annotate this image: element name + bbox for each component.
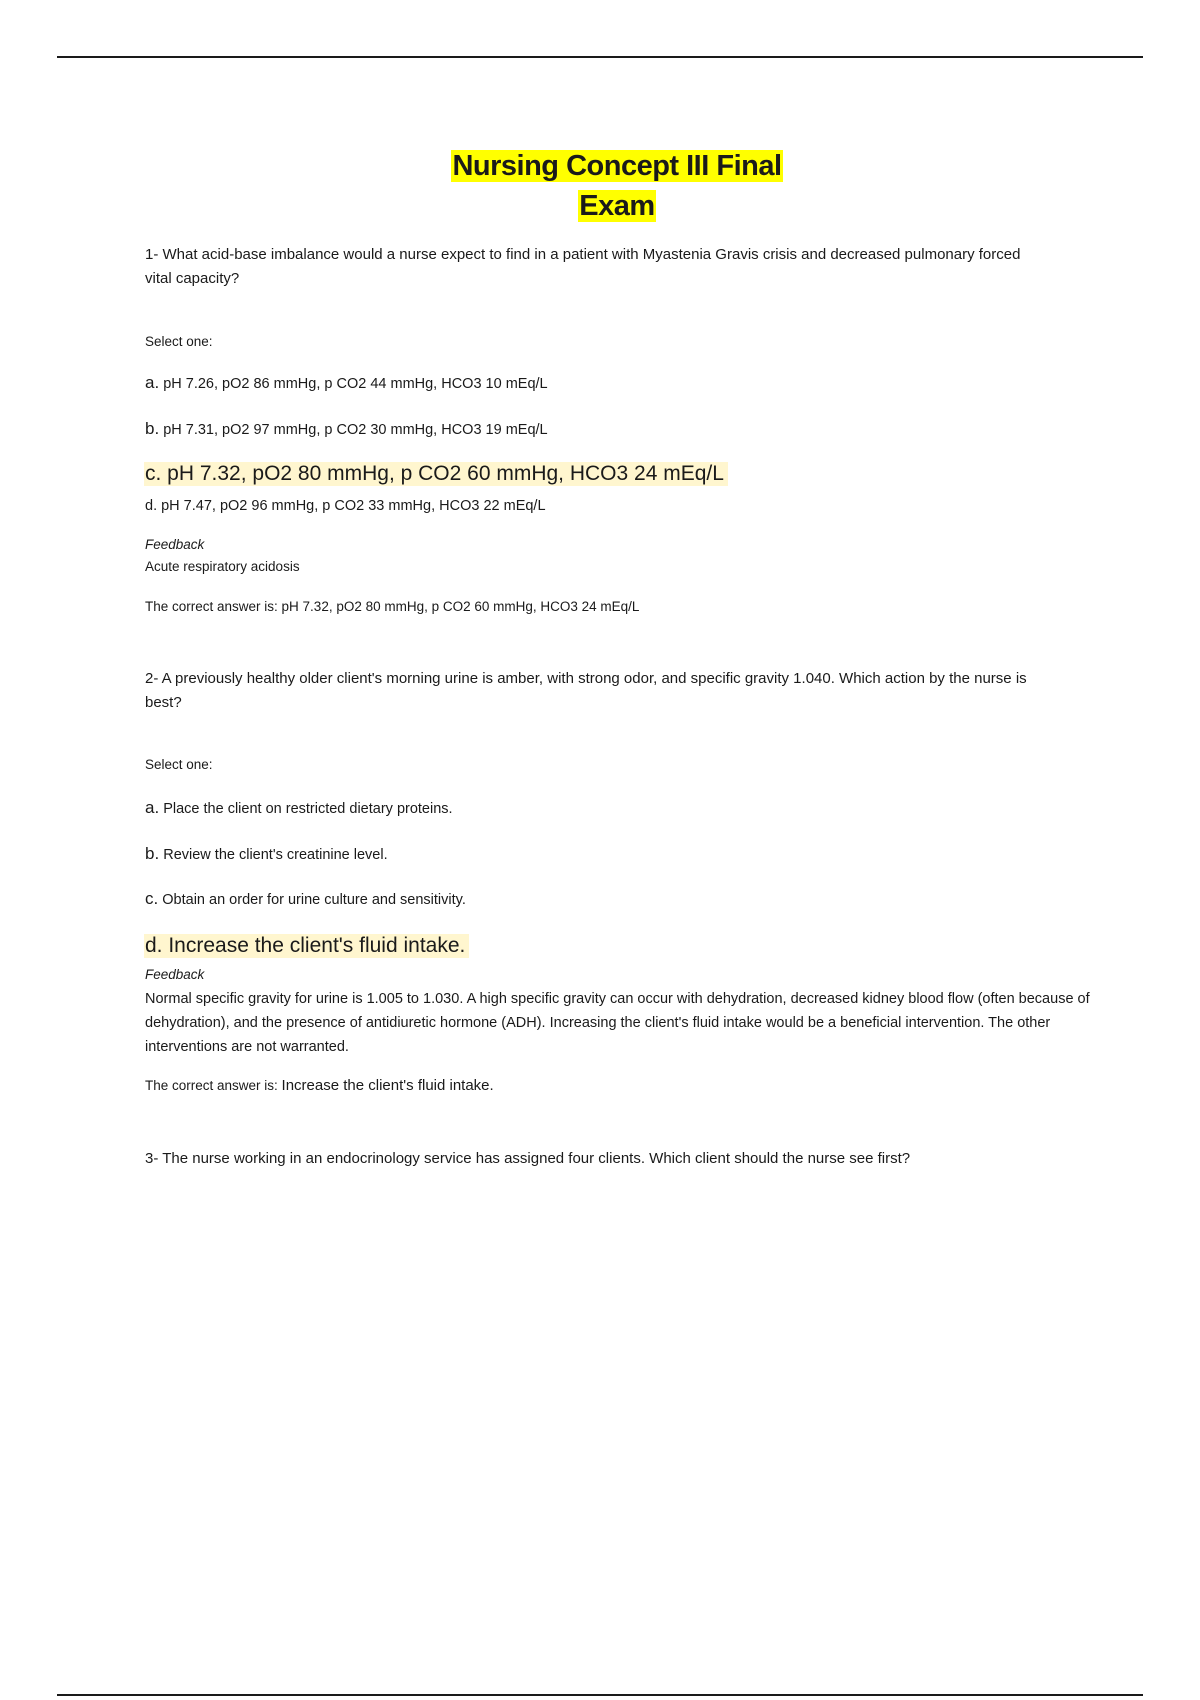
- question-2-option-a[interactable]: [145, 798, 453, 818]
- question-1-option-b[interactable]: [145, 419, 548, 439]
- question-1-feedback-label: Feedback: [145, 537, 205, 552]
- page-title: [0, 146, 1200, 226]
- option-text: Review the client's creatinine level.: [159, 847, 388, 863]
- top-rule: [57, 56, 1143, 58]
- question-1-feedback: Acute respiratory acidosis: [145, 559, 300, 574]
- question-1-select-label: Select one:: [145, 334, 213, 349]
- option-text: pH 7.31, pO2 97 mmHg, p CO2 30 mmHg, HCO3 19 mEq/L: [159, 422, 548, 438]
- title-line-2: Exam: [579, 190, 655, 222]
- question-2-feedback-label: Feedback: [145, 967, 205, 982]
- question-2-option-d-correct[interactable]: d. Increase the client's fluid intake.: [144, 934, 469, 958]
- question-1-option-c-correct[interactable]: c. pH 7.32, pO2 80 mmHg, p CO2 60 mmHg, HCO3 24 mEq/L: [144, 462, 728, 486]
- question-1-correct-answer: The correct answer is: pH 7.32, pO2 80 mmHg, p CO2 60 mmHg, HCO3 24 mEq/L: [145, 599, 640, 614]
- option-letter: b.: [145, 419, 160, 438]
- question-2-option-b[interactable]: [145, 844, 388, 864]
- question-1-option-a[interactable]: [145, 373, 548, 393]
- option-letter: b.: [145, 844, 160, 863]
- question-1-text: 1- What acid-base imbalance would a nurse expect to find in a patient with Myastenia Gravis crisis and decreased pulmonary forced vital capacity?: [145, 246, 1021, 287]
- title-line-1: Nursing Concept III Final: [452, 150, 782, 182]
- question-1-option-d[interactable]: d. pH 7.47, pO2 96 mmHg, p CO2 33 mmHg, HCO3 22 mEq/L: [145, 498, 546, 514]
- option-text: Place the client on restricted dietary proteins.: [159, 801, 453, 817]
- option-text: Obtain an order for urine culture and sensitivity.: [158, 892, 466, 908]
- option-text: pH 7.26, pO2 86 mmHg, p CO2 44 mmHg, HCO3 10 mEq/L: [159, 376, 548, 392]
- question-2-correct-answer: [145, 1077, 494, 1095]
- option-letter: c.: [145, 889, 159, 908]
- bottom-rule: [57, 1694, 1143, 1696]
- question-2-text: 2- A previously healthy older client's morning urine is amber, with strong odor, and specific gravity 1.040. Which action by the nurse is best?: [145, 670, 1027, 711]
- question-2-option-c[interactable]: [145, 889, 466, 909]
- correct-answer-value: Increase the client's fluid intake.: [281, 1077, 494, 1094]
- question-2-select-label: Select one:: [145, 757, 213, 772]
- option-letter: a.: [145, 373, 160, 392]
- correct-answer-prefix: The correct answer is:: [145, 1078, 282, 1093]
- question-3-text: 3- The nurse working in an endocrinology service has assigned four clients. Which client should the nurse see first?: [145, 1150, 911, 1167]
- question-2-feedback: Normal specific gravity for urine is 1.005 to 1.030. A high specific gravity can occur with dehydration, decreased kidney blood flow (often because of dehydration), and the presence of antidiuretic hormone (ADH). Increasing the client's fluid intake would be a beneficial intervention. The other interventions are not warranted.: [145, 991, 1090, 1055]
- option-letter: a.: [145, 798, 160, 817]
